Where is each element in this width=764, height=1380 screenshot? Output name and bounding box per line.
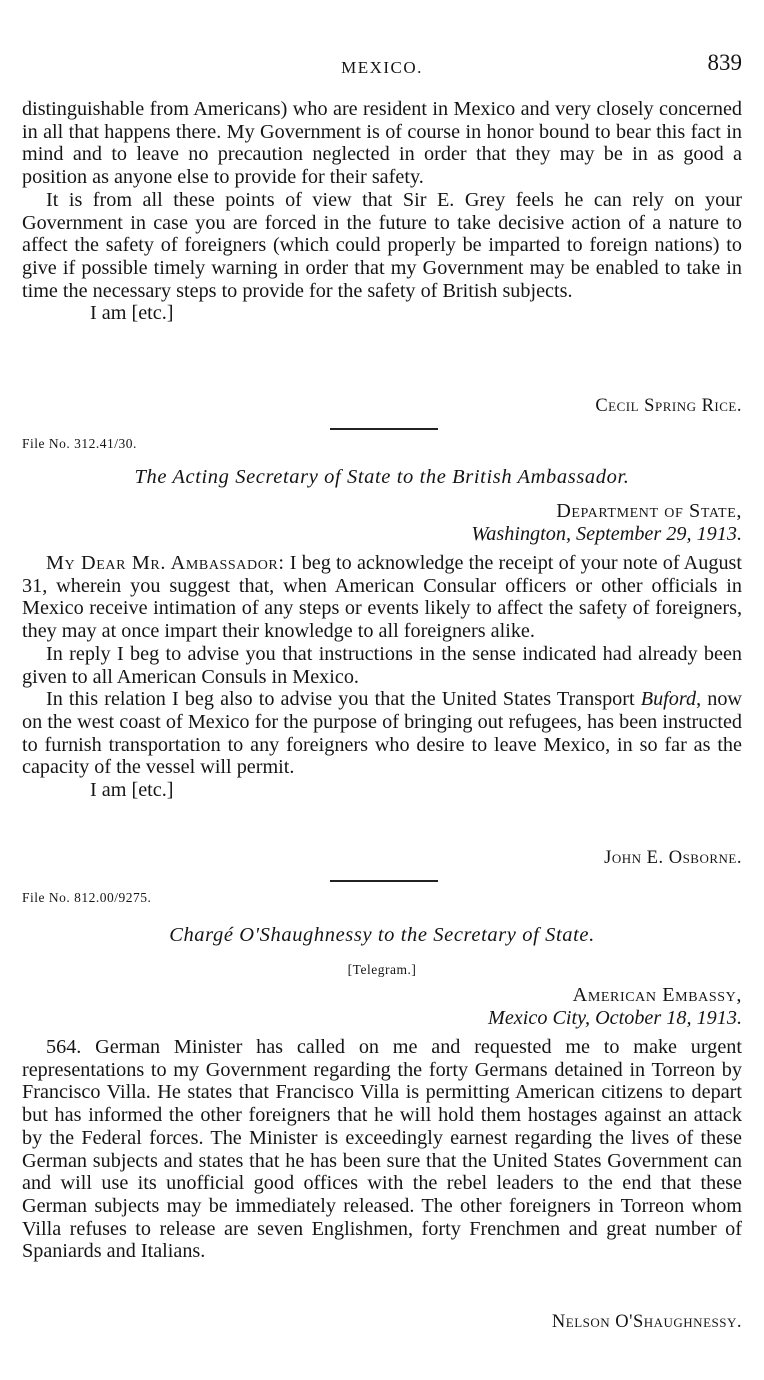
signature: John E. Osborne. xyxy=(604,848,742,868)
telegram-label: [Telegram.] xyxy=(347,962,417,977)
divider xyxy=(330,428,438,430)
signature: Cecil Spring Rice. xyxy=(595,396,742,416)
paragraph-text: , now on the west coast of Mexico for the purpose of bringing out refugees, has been instructed to furnish transportation to any foreigners who desire to leave Mexico, in so far as the capacity of the vessel will permit. xyxy=(22,688,742,779)
telegram-body xyxy=(22,1036,742,1263)
letter-body xyxy=(22,552,742,802)
paragraph: distinguishable from Americans) who are resident in Mexico and very closely concerned in all that happens there. My Government is of course in honor bound to bear this fact in mind and to leave no precaution neglected in order that they may be in as good a position as anyone else to provide for their safety. xyxy=(22,98,742,189)
file-number: File No. 312.41/30. xyxy=(22,436,137,451)
place-line xyxy=(471,500,742,545)
paragraph: 564. German Minister has called on me and requested me to make urgent representations to my Government regarding the forty Germans detained in Torreon by Francisco Villa. He states that Francisco Villa is permitting American citizens to depart but has informed the other foreigners that he will hold them hostages against an attack by the Federal forces. The Minister is exceedingly earnest regarding the lives of these German subjects and states that he has been sure that the United States Government can and will use its unofficial good offices with the rebel leaders to the end that these German subjects may be immediately released. The other foreigners in Torreon whom Villa refuses to release are seven Englishmen, forty Frenchmen and great number of Spaniards and Italians. xyxy=(22,1036,742,1263)
place-date: Washington, September 29, 1913. xyxy=(471,522,742,545)
paragraph-text: In this relation I beg also to advise you that the United States Transport xyxy=(46,688,641,711)
paragraph xyxy=(22,552,742,643)
place-date: Mexico City, October 18, 1913. xyxy=(488,1006,742,1029)
file-number: File No. 812.00/9275. xyxy=(22,890,152,905)
salutation: My Dear Mr. Ambassador: xyxy=(46,552,285,574)
closing-line: I am [etc.] xyxy=(90,779,174,802)
paragraph: In reply I beg to advise you that instructions in the sense indicated had already been given to all American Consuls in Mexico. xyxy=(22,642,742,688)
signature: Nelson O'Shaughnessy. xyxy=(551,1312,742,1332)
page-number: 839 xyxy=(707,50,742,75)
sender-office: American Embassy, xyxy=(572,984,742,1006)
paragraph xyxy=(22,688,742,779)
sender-office: Department of State, xyxy=(556,500,742,522)
letter-heading: Chargé O'Shaughnessy to the Secretary of State. xyxy=(169,924,595,946)
place-line xyxy=(488,984,742,1029)
letter-continuation xyxy=(22,98,742,325)
paragraph-text: I beg to acknowledge the receipt of your note of August 31, wherein you suggest that, when American Consular officers or other officials in Mexico receive intimation of any steps or events likely to affect the safety of foreigners, they may at once impart their knowledge to all foreigners alike. xyxy=(22,552,743,643)
closing-line: I am [etc.] xyxy=(90,302,174,325)
ship-name: Buford xyxy=(640,688,697,711)
divider xyxy=(330,880,438,882)
paragraph: It is from all these points of view that Sir E. Grey feels he can rely on your Government in case you are forced in the future to take decisive action of a nature to affect the safety of foreigners (which could properly be imparted to foreign nations) to give if possible timely warning in order that my Government may be enabled to take in time the necessary steps to provide for the safety of British subjects. xyxy=(22,188,742,302)
letter-heading: The Acting Secretary of State to the British Ambassador. xyxy=(134,466,630,488)
running-header: MEXICO. xyxy=(341,58,423,77)
